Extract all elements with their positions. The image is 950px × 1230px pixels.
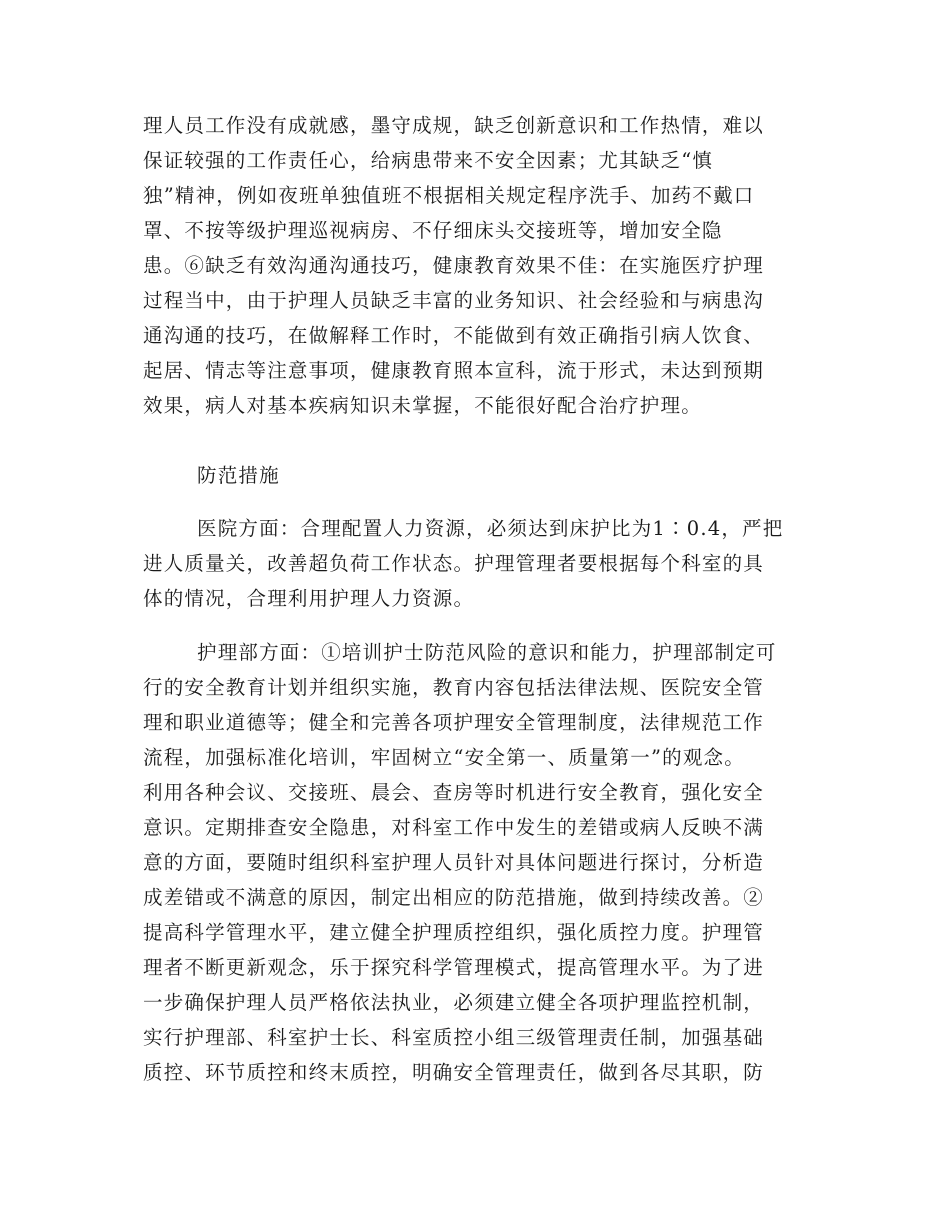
text-line: 实行护理部、科室护士长、科室质控小组三级管理责任制，加强基础 (143, 1026, 765, 1049)
text-line: 提高科学管理水平，建立健全护理质控组织，强化质控力度。护理管 (143, 921, 765, 944)
text-line: 进人质量关，改善超负荷工作状态。护理管理者要根据每个科室的具 (143, 552, 765, 575)
text-line: 流程，加强标准化培训，牢固树立“安全第一、质量第一”的观念。 (143, 746, 745, 769)
text-line: 患。⑥缺乏有效沟通沟通技巧，健康教育效果不佳：在实施医疗护理 (143, 254, 765, 277)
text-line: 行的安全教育计划并组织实施，教育内容包括法律法规、医院安全管 (143, 676, 765, 699)
text-line: 利用各种会议、交接班、晨会、查房等时机进行安全教育，强化安全 (143, 781, 765, 804)
text-line: 理和职业道德等；健全和完善各项护理安全管理制度，法律规范工作 (143, 711, 765, 734)
text-line: 一步确保护理人员严格依法执业，必须建立健全各项护理监控机制， (143, 991, 765, 1014)
text-line: 保证较强的工作责任心，给病患带来不安全因素；尤其缺乏“慎 (143, 149, 714, 172)
text-line: 理者不断更新观念，乐于探究科学管理模式，提高管理水平。为了进 (143, 956, 765, 979)
text-line: 质控、环节质控和终末质控，明确安全管理责任，做到各尽其职，防 (143, 1061, 765, 1084)
text-line: 过程当中，由于护理人员缺乏丰富的业务知识、社会经验和与病患沟 (143, 289, 765, 312)
text-line: 意识。定期排查安全隐患，对科室工作中发生的差错或病人反映不满 (143, 816, 765, 839)
text-line: 意的方面，要随时组织科室护理人员针对具体问题进行探讨，分析造 (143, 851, 765, 874)
text-line: 起居、情志等注意事项，健康教育照本宣科，流于形式，未达到预期 (143, 359, 765, 382)
text-line: 医院方面：合理配置人力资源，必须达到床护比为1∶0.4，严把 (197, 517, 784, 540)
section-heading: 防范措施 (197, 464, 280, 487)
text-line: 成差错或不满意的原因，制定出相应的防范措施，做到持续改善。② (143, 886, 765, 909)
text-line: 罩、不按等级护理巡视病房、不仔细床头交接班等，增加安全隐 (143, 219, 723, 242)
text-line: 独”精神，例如夜班单独值班不根据相关规定程序洗手、加药不戴口 (143, 184, 755, 207)
text-line: 护理部方面：①培训护士防范风险的意识和能力，护理部制定可 (197, 641, 777, 664)
text-line: 通沟通的技巧，在做解释工作时，不能做到有效正确指引病人饮食、 (143, 324, 765, 347)
text-line: 理人员工作没有成就感，墨守成规，缺乏创新意识和工作热情，难以 (143, 114, 765, 137)
text-line: 效果，病人对基本疾病知识未掌握，不能很好配合治疗护理。 (143, 394, 702, 417)
text-line: 体的情况，合理利用护理人力资源。 (143, 587, 475, 610)
